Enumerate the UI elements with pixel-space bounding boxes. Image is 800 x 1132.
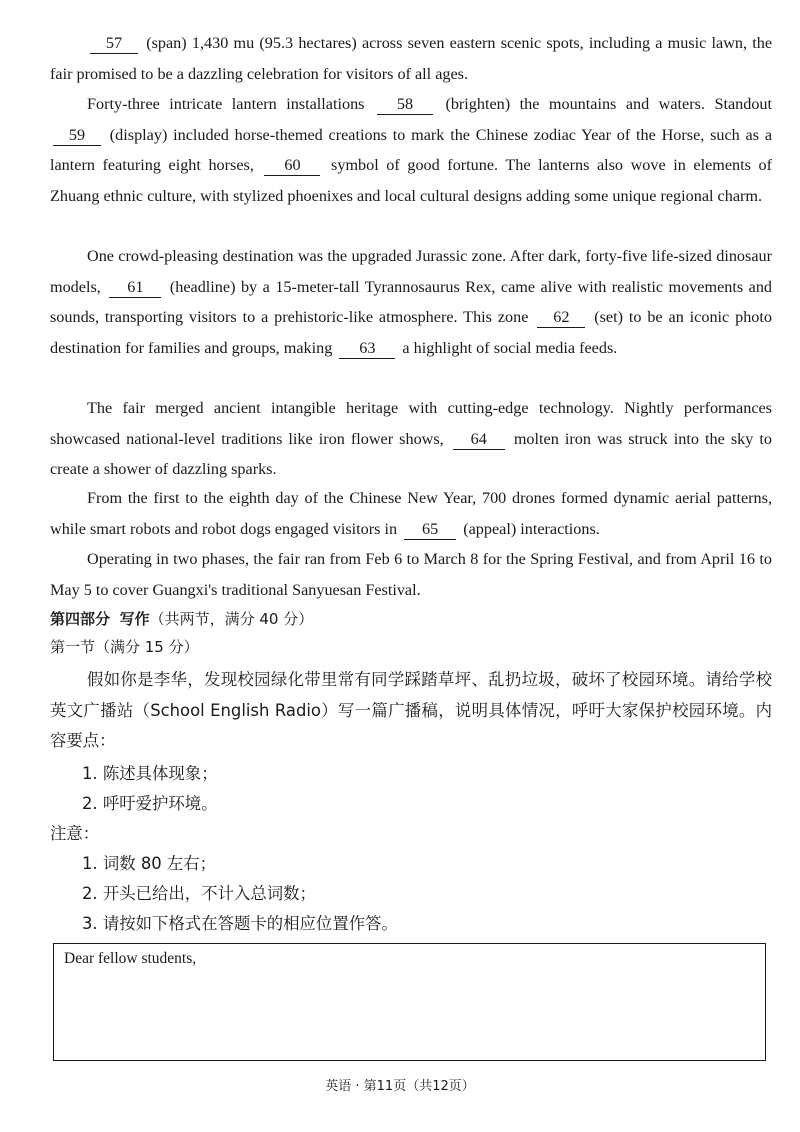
paragraph-3-text-c: (set) to be an iconic photo destination for families and groups, making (50, 308, 772, 357)
content-point-2: 2. 呼吁爱护环境。 (82, 794, 218, 813)
part-note: （共两节，满分 40 分） (149, 610, 314, 628)
paragraph-5-text-a: From the first to the eighth day of the Chinese New Year, 700 drones formed dynamic aerial patterns, while smart robots and robot dogs engaged visitors in (50, 489, 772, 538)
passage-paragraph-3 (50, 241, 772, 363)
answer-start-text: Dear fellow students, (64, 950, 197, 967)
blank-65: 65 (404, 519, 456, 540)
note-1: 1. 词数 80 左右； (82, 854, 217, 873)
paragraph-2-text-d: symbol of good fortune. The lanterns also wove in elements of Zhuang ethnic culture, with stylized phoenixes and local cultural designs adding some unique regional charm. (50, 156, 773, 205)
blank-60: 60 (264, 155, 320, 176)
subsection-title: 第一节（满分 15 分） (50, 638, 199, 656)
passage-paragraph-4 (50, 393, 772, 485)
paragraph-1-text: (span) 1,430 mu (95.3 hectares) across seven eastern scenic spots, including a music lawn, the fair promised to be a dazzling celebration for visitors of all ages. (50, 34, 773, 83)
part-title: 第四部分 (50, 610, 111, 628)
paragraph-4-text-a: The fair merged ancient intangible heritage with cutting-edge technology. Nightly performances showcased national-level traditions like iron flower shows, (50, 399, 772, 448)
blank-64: 64 (453, 429, 505, 450)
passage-paragraph-6: Operating in two phases, the fair ran from Feb 6 to March 8 for the Spring Festival, and from April 16 to May 5 to cover Guangxi's traditional Sanyuesan Festival. (50, 550, 772, 599)
paragraph-4-text-b: molten iron was struck into the sky to create a shower of dazzling sparks. (50, 429, 773, 478)
notes-title: 注意： (50, 824, 100, 843)
passage-paragraph-5 (50, 483, 772, 544)
passage-paragraph-1 (50, 28, 772, 89)
blank-62: 62 (537, 307, 585, 328)
paragraph-2-text-a: Forty-three intricate lantern installations (87, 95, 365, 113)
paragraph-3-text-a: One crowd-pleasing destination was the upgraded Jurassic zone. After dark, forty-five life-sized dinosaur models, (50, 247, 772, 296)
note-3: 3. 请按如下格式在答题卡的相应位置作答。 (82, 914, 398, 933)
blank-57: 57 (90, 33, 138, 54)
note-2: 2. 开头已给出，不计入总词数； (82, 884, 316, 903)
section-heading (50, 606, 313, 632)
paragraph-2-text-c: (display) included horse-themed creations to mark the Chinese zodiac Year of the Horse, such as a lantern featuring eight horses, (50, 125, 773, 174)
blank-61: 61 (109, 277, 161, 298)
blank-63: 63 (339, 338, 395, 359)
paragraph-5-text-b: (appeal) interactions. (463, 519, 600, 538)
passage-paragraph-2 (50, 89, 772, 211)
part-name: 写作 (119, 610, 150, 628)
paragraph-3-text-d: a highlight of social media feeds. (402, 338, 618, 357)
page-footer: 英语 · 第11页（共12页） (325, 1079, 475, 1094)
blank-59: 59 (53, 125, 101, 146)
blank-58: 58 (377, 94, 433, 115)
paragraph-2-text-b: (brighten) the mountains and waters. Standout (445, 95, 773, 113)
answer-box (53, 943, 766, 1061)
writing-prompt: 假如你是李华，发现校园绿化带里常有同学踩踏草坪、乱扔垃圾，破坏了校园环境。请给学校英文广播站（School English Radio）写一篇广播稿，说明具体情况，呼吁大家保护校园环境。内容要点： (50, 670, 772, 750)
paragraph-3-text-b: (headline) by a 15-meter-tall Tyrannosaurus Rex, came alive with realistic movements and sounds, transporting visitors to a prehistoric-like atmosphere. This zone (50, 277, 773, 326)
content-point-1: 1. 陈述具体现象； (82, 764, 218, 783)
